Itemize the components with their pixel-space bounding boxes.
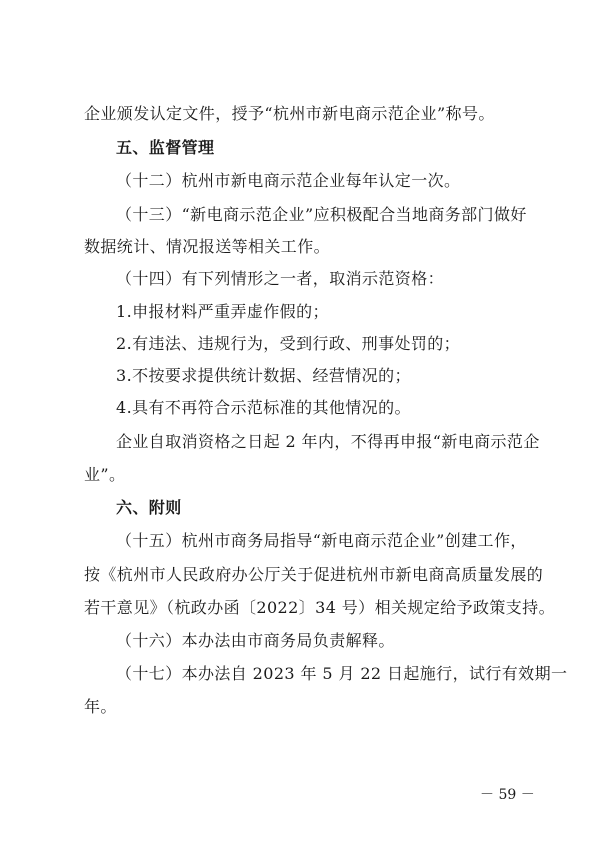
paragraph-line: 企业自取消资格之日起 2 年内，不得再申报“新电商示范企: [116, 432, 540, 451]
paragraph-line: （十四）有下列情形之一者，取消示范资格：: [116, 269, 445, 288]
paragraph-line: 若干意见》（杭政办函〔2022〕34 号）相关规定给予政策支持。: [84, 598, 555, 617]
section-heading-supervision: 五、监督管理: [116, 138, 215, 157]
paragraph-line: 数据统计、情况报送等相关工作。: [84, 237, 331, 256]
paragraph-line: 业”。: [84, 465, 126, 484]
paragraph-line: （十六）本办法由市商务局负责解释。: [116, 631, 395, 650]
page-number: － 59 －: [480, 787, 535, 803]
paragraph-line: （十二）杭州市新电商示范企业每年认定一次。: [116, 171, 461, 190]
list-item: 4.具有不再符合示范标准的其他情况的。: [116, 398, 411, 417]
section-heading-supplementary: 六、附则: [116, 498, 182, 517]
paragraph-line: （十三）“新电商示范企业”应积极配合当地商务部门做好: [116, 205, 527, 224]
paragraph-line: 按《杭州市人民政府办公厅关于促进杭州市新电商高质量发展的: [84, 565, 544, 584]
paragraph-line: （十五）杭州市商务局指导“新电商示范企业”创建工作，: [116, 531, 527, 550]
list-item: 1.申报材料严重弄虚作假的；: [116, 302, 329, 321]
paragraph-line: 年。: [84, 697, 117, 716]
list-item: 3.不按要求提供统计数据、经营情况的；: [116, 366, 411, 385]
paragraph-line: （十七）本办法自 2023 年 5 月 22 日起施行，试行有效期一: [116, 664, 568, 683]
paragraph-line: 企业颁发认定文件，授予“杭州市新电商示范企业”称号。: [84, 104, 495, 123]
list-item: 2.有违法、违规行为，受到行政、刑事处罚的；: [116, 334, 461, 353]
